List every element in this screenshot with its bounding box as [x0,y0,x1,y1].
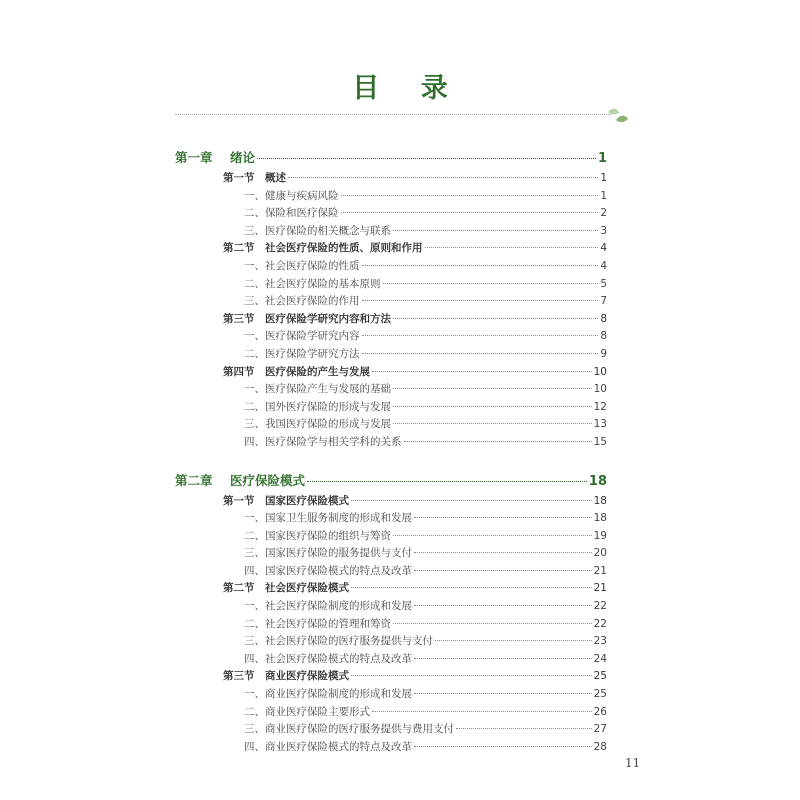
toc-section-row[interactable] [175,240,607,258]
toc-item-row[interactable] [175,510,607,528]
toc-item-row[interactable] [175,704,607,722]
toc-item-label [244,399,391,414]
page-title: 目 录 [352,73,464,104]
toc-item-title: 二、医疗保险学研究方法 [244,347,360,360]
toc-item-row[interactable] [175,293,607,311]
toc-page-number: 8 [600,330,607,343]
toc-page-number: 18 [593,512,607,525]
toc-page-number: 22 [593,600,607,613]
toc-section-title: 商业医疗保险模式 [265,670,349,683]
toc-section-row[interactable] [175,311,607,329]
toc-item-label [244,223,391,238]
toc-page-number: 12 [593,400,607,413]
toc-page-number: 4 [600,242,607,255]
dot-leader [414,517,592,518]
toc-item-label [244,563,412,578]
toc-chapter-row[interactable] [175,148,607,170]
toc-item-row[interactable] [175,223,607,241]
dot-leader [414,570,592,571]
dot-leader [372,371,592,372]
toc-item-title: 一、社会医疗保险制度的形成和发展 [244,600,412,613]
dot-leader [393,318,598,319]
dot-leader [257,158,596,159]
toc-page-number: 10 [593,383,607,396]
dot-leader [307,481,587,482]
toc-chapter-number: 第二章 [175,472,213,488]
toc-section-label [223,364,370,379]
table-of-contents [175,148,607,756]
toc-chapter-title: 绪论 [230,150,256,165]
toc-item-label [244,346,360,361]
toc-chapter-title: 医疗保险模式 [230,472,306,488]
dot-leader [414,746,592,747]
dot-leader [414,605,592,606]
toc-page-number: 25 [593,688,607,701]
dot-leader [414,658,592,659]
toc-item-row[interactable] [175,598,607,616]
toc-item-label [244,528,391,543]
toc-section-label [223,240,423,255]
toc-page-number: 7 [600,295,607,308]
chapter-gap [175,452,607,471]
toc-page-number: 8 [600,312,607,325]
toc-item-title: 一、社会医疗保险的性质 [244,259,360,272]
dot-leader [435,640,592,641]
dot-leader [414,552,592,553]
toc-section-label [223,311,391,326]
toc-item-title: 三、商业医疗保险的医疗服务提供与费用支付 [244,723,454,736]
dot-leader [351,500,592,501]
toc-item-title: 二、社会医疗保险的基本原则 [244,277,381,290]
toc-item-row[interactable] [175,399,607,417]
toc-section-number: 第三节 [223,670,255,683]
toc-item-row[interactable] [175,276,607,294]
toc-item-row[interactable] [175,434,607,452]
toc-item-label [244,616,391,631]
toc-section-number: 第二节 [223,582,255,595]
page-number: 11 [625,756,641,770]
toc-item-label [244,686,412,701]
toc-section-number: 第一节 [223,172,255,184]
toc-item-title: 四、医疗保险学与相关学科的关系 [244,435,402,448]
toc-item-title: 一、医疗保险产生与发展的基础 [244,383,391,396]
toc-item-title: 一、商业医疗保险制度的形成和发展 [244,688,412,701]
toc-item-row[interactable] [175,686,607,704]
toc-item-row[interactable] [175,416,607,434]
toc-section-number: 第三节 [223,312,255,325]
toc-item-label [244,381,391,396]
toc-section-row[interactable] [175,580,607,598]
dot-leader [362,265,599,266]
toc-section-number: 第四节 [223,365,255,378]
toc-page-number: 21 [593,582,607,595]
toc-page-number: 23 [593,635,607,648]
toc-item-label [244,328,360,343]
toc-chapter-row[interactable] [175,471,607,493]
toc-item-title: 一、健康与疾病风险 [244,189,339,202]
toc-item-title: 一、医疗保险学研究内容 [244,330,360,343]
toc-item-label [244,258,360,273]
toc-page-number: 26 [593,705,607,718]
dot-leader [372,711,592,712]
toc-item-label [244,510,412,525]
toc-item-title: 四、国家医疗保险模式的特点及改革 [244,564,412,577]
toc-item-title: 三、我国医疗保险的形成与发展 [244,418,391,431]
dot-leader [393,388,592,389]
toc-page-number: 18 [593,494,607,507]
toc-page-number: 19 [593,529,607,542]
dot-leader [393,623,592,624]
toc-page-number: 3 [600,224,607,237]
dot-leader [362,335,599,336]
dot-leader [383,283,599,284]
toc-page-number: 13 [593,418,607,431]
toc-chapter-label [175,148,255,166]
toc-item-title: 三、社会医疗保险的作用 [244,295,360,308]
toc-item-row[interactable] [175,328,607,346]
toc-item-label [244,721,454,736]
toc-item-row[interactable] [175,616,607,634]
toc-page-number: 10 [593,365,607,378]
toc-item-title: 二、保险和医疗保险 [244,207,339,220]
toc-section-number: 第一节 [223,494,255,507]
toc-section-number: 第二节 [223,242,255,255]
toc-page-number: 5 [600,277,607,290]
toc-section-row[interactable] [175,493,607,511]
toc-item-label [244,276,381,291]
toc-item-label [244,739,412,754]
toc-item-title: 二、商业医疗保险主要形式 [244,705,370,718]
dot-leader [393,230,598,231]
toc-item-row[interactable] [175,633,607,651]
toc-item-label [244,633,433,648]
toc-section-title: 概述 [265,172,286,184]
toc-item-row[interactable] [175,205,607,223]
toc-item-row[interactable] [175,563,607,581]
toc-item-label [244,434,402,449]
toc-section-label [223,668,349,683]
toc-page-number: 1 [600,172,607,184]
toc-section-title: 医疗保险学研究内容和方法 [265,312,391,325]
toc-item-label [244,598,412,613]
toc-item-row[interactable] [175,721,607,739]
toc-section-row[interactable] [175,668,607,686]
toc-item-title: 二、国外医疗保险的形成与发展 [244,400,391,413]
toc-section-row[interactable] [175,170,607,188]
toc-item-label [244,205,339,220]
toc-page-number: 9 [600,347,607,360]
toc-item-title: 四、社会医疗保险模式的特点及改革 [244,652,412,665]
toc-item-label [244,188,339,203]
dot-leader [341,212,599,213]
dot-leader [362,353,599,354]
toc-page-number: 4 [600,259,607,272]
toc-item-row[interactable] [175,381,607,399]
toc-page-number: 24 [593,652,607,665]
toc-section-title: 医疗保险的产生与发展 [265,365,370,378]
dot-leader [393,423,592,424]
toc-item-title: 二、国家医疗保险的组织与筹资 [244,529,391,542]
toc-chapter-label [175,471,305,489]
toc-item-row[interactable] [175,545,607,563]
toc-section-label [223,170,286,185]
dot-leader [351,675,592,676]
toc-item-title: 四、商业医疗保险模式的特点及改革 [244,740,412,753]
dot-leader [425,247,599,248]
toc-section-row[interactable] [175,364,607,382]
dot-leader [288,177,598,178]
toc-page-number: 18 [588,473,607,489]
toc-section-title: 社会医疗保险的性质、原则和作用 [265,242,423,255]
toc-page-number: 21 [593,564,607,577]
leaf-ornament-icon [606,106,630,126]
toc-item-row[interactable] [175,346,607,364]
toc-item-row[interactable] [175,739,607,757]
toc-item-label [244,293,360,308]
toc-section-title: 国家医疗保险模式 [265,494,349,507]
toc-page-number: 1 [600,189,607,202]
toc-item-row[interactable] [175,188,607,206]
toc-item-title: 三、国家医疗保险的服务提供与支付 [244,547,412,560]
toc-item-row[interactable] [175,528,607,546]
toc-page-number: 27 [593,723,607,736]
toc-page-number: 20 [593,547,607,560]
dot-leader [456,728,592,729]
dot-leader [414,693,592,694]
dot-leader [351,587,592,588]
toc-page-number: 25 [593,670,607,683]
toc-page-number: 2 [600,207,607,220]
dot-leader [393,535,592,536]
toc-chapter-number: 第一章 [175,150,213,165]
toc-item-title: 三、社会医疗保险的医疗服务提供与支付 [244,635,433,648]
toc-page-number: 1 [597,151,607,166]
toc-page-number: 22 [593,617,607,630]
toc-item-title: 三、医疗保险的相关概念与联系 [244,224,391,237]
toc-section-label [223,493,349,508]
toc-item-label [244,416,391,431]
toc-item-title: 二、社会医疗保险的管理和筹资 [244,617,391,630]
toc-page-number: 15 [593,435,607,448]
toc-item-label [244,545,412,560]
dot-leader [404,441,592,442]
toc-item-label [244,704,370,719]
dot-leader [362,300,599,301]
toc-page-number: 28 [593,740,607,753]
toc-item-row[interactable] [175,258,607,276]
toc-section-label [223,580,349,595]
toc-item-title: 一、国家卫生服务制度的形成和发展 [244,512,412,525]
toc-section-title: 社会医疗保险模式 [265,582,349,595]
title-divider [175,114,611,115]
dot-leader [341,195,599,196]
dot-leader [393,406,592,407]
toc-item-row[interactable] [175,651,607,669]
toc-item-label [244,651,412,666]
